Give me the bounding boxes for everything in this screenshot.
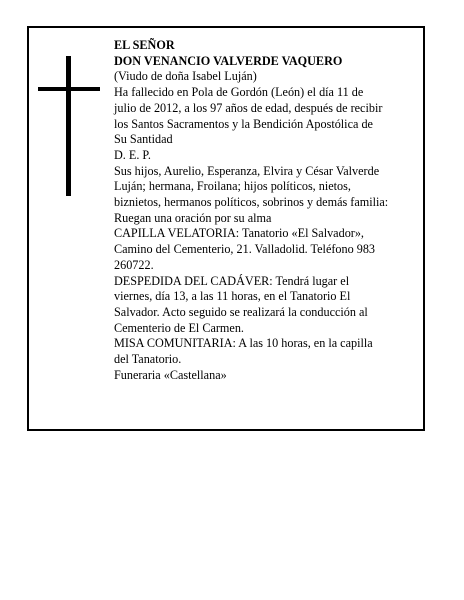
farewell-line: Salvador. Acto seguido se realizará la conducción al [114, 304, 368, 319]
cross-horizontal-bar [38, 87, 100, 91]
family-line: Sus hijos, Aurelio, Esperanza, Elvira y César Valverde [114, 163, 380, 178]
family-line: Ruegan una oración por su alma [114, 210, 272, 225]
deceased-name: DON VENANCIO VALVERDE VAQUERO [114, 53, 343, 68]
death-line: Ha fallecido en Pola de Gordón (León) el día 11 de [114, 85, 364, 100]
farewell-line: DESPEDIDA DEL CADÁVER: Tendrá lugar el [114, 273, 350, 288]
chapel-line: 260722. [114, 257, 154, 272]
mass-line: del Tanatorio. [114, 352, 182, 367]
latin-cross-icon [38, 56, 100, 196]
notice-title: EL SEÑOR [114, 38, 175, 52]
family-line: Luján; hermana, Froilana; hijos políticos, nietos, [114, 179, 351, 194]
death-line: los Santos Sacramentos y la Bendición Apostólica de [114, 116, 373, 131]
rip-line: D. E. P. [114, 147, 151, 162]
chapel-line: CAPILLA VELATORIA: Tanatorio «El Salvador», [114, 226, 364, 241]
farewell-line: viernes, día 13, a las 11 horas, en el Tanatorio El [114, 289, 351, 304]
cross-vertical-bar [66, 56, 71, 196]
widower-note: (Viudo de doña Isabel Luján) [114, 69, 257, 84]
funeral-home: Funeraria «Castellana» [114, 367, 227, 382]
death-line: Su Santidad [114, 132, 173, 147]
farewell-line: Cementerio de El Carmen. [114, 320, 244, 335]
mass-line: MISA COMUNITARIA: A las 10 horas, en la capilla [114, 336, 373, 351]
obituary-text [114, 38, 424, 383]
chapel-line: Camino del Cementerio, 21. Valladolid. Teléfono 983 [114, 242, 376, 257]
family-line: biznietos, hermanos políticos, sobrinos y demás familia: [114, 195, 389, 210]
death-line: julio de 2012, a los 97 años de edad, después de recibir [114, 100, 383, 115]
